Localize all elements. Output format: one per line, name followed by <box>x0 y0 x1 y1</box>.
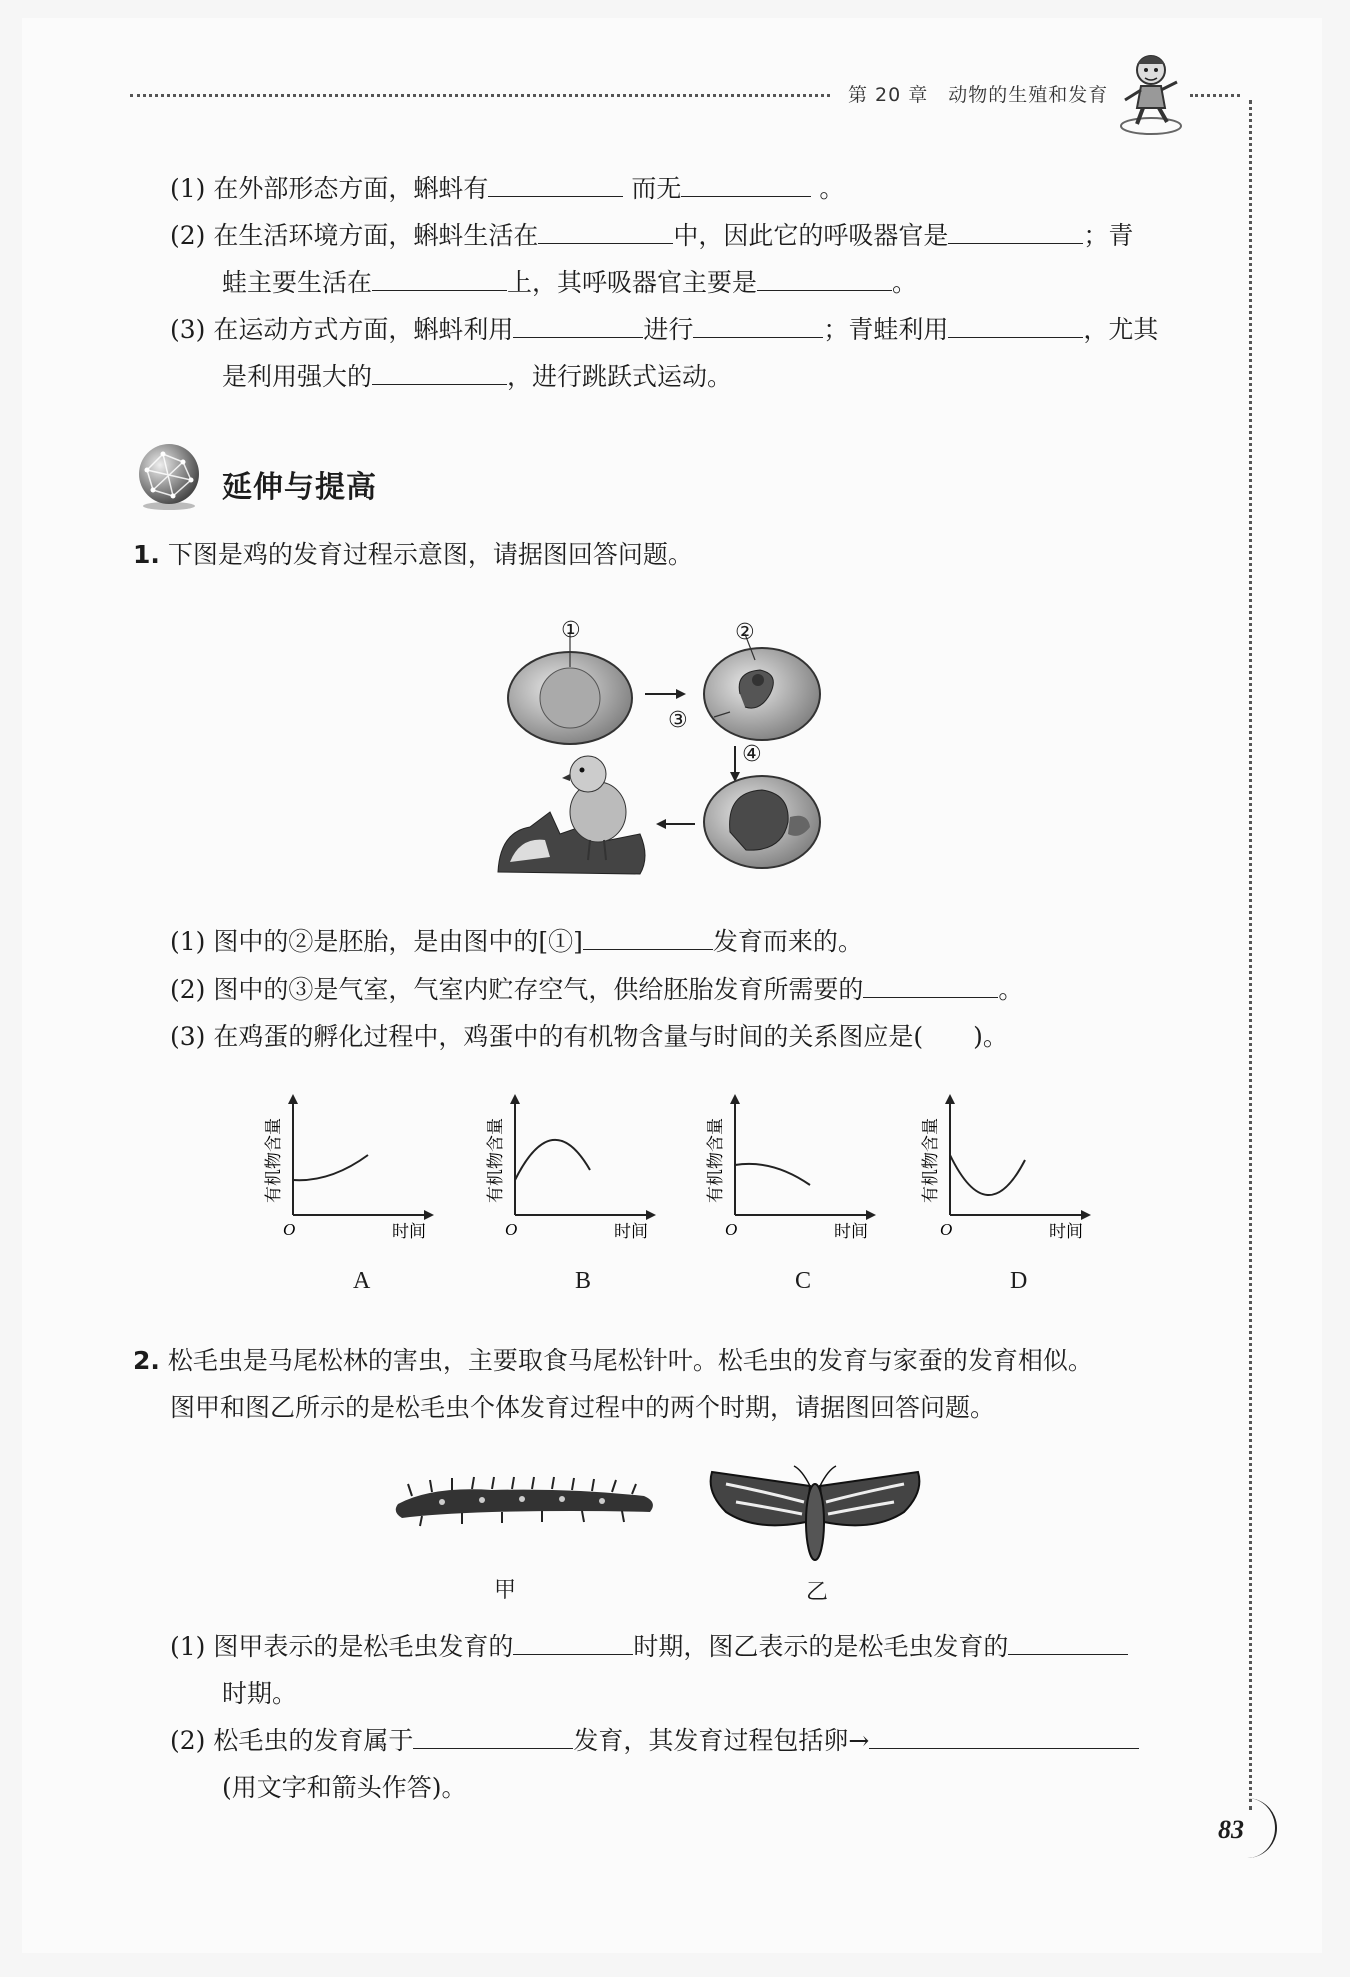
answer-blank[interactable] <box>372 268 507 291</box>
question-line-continued: (用文字和箭头作答)。 <box>222 1773 467 1802</box>
origin-label: O <box>283 1220 296 1239</box>
series-curve <box>515 1140 590 1180</box>
origin-label: O <box>505 1220 518 1239</box>
page-number: 83 <box>1218 1815 1244 1844</box>
question-line: 蛙主要生活在 上，其呼吸器官主要是 。 <box>222 268 918 297</box>
x-axis-label: 时间 <box>834 1222 868 1240</box>
question-line: (1) 在外部形态方面，蝌蚪有 而无 。 <box>170 174 845 203</box>
x-axis-label: 时间 <box>614 1222 648 1240</box>
header-dotted-rule <box>130 94 830 97</box>
answer-blank[interactable] <box>681 174 811 197</box>
question-line: 是利用强大的 ，进行跳跃式运动。 <box>222 362 733 391</box>
option-label[interactable]: A <box>353 1268 371 1294</box>
question-line: (3) 在鸡蛋的孵化过程中，鸡蛋中的有机物含量与时间的关系图应是( )。 <box>170 1022 1008 1051</box>
answer-blank[interactable] <box>863 975 998 998</box>
answer-blank[interactable] <box>513 1632 633 1655</box>
answer-blank[interactable] <box>372 362 507 385</box>
header-dotted-rule-right <box>1190 94 1240 97</box>
question-line: (2) 图中的③是气室，气室内贮存空气，供给胚胎发育所需要的 。 <box>170 975 1024 1004</box>
mascot-boy-icon <box>1115 48 1187 138</box>
answer-blank[interactable] <box>948 221 1083 244</box>
x-axis-arrow <box>646 1210 656 1220</box>
marker-1: ① <box>561 618 581 643</box>
y-axis-arrow <box>510 1094 520 1104</box>
egg-stage-2 <box>704 634 820 740</box>
origin-label: O <box>940 1220 953 1239</box>
question-line: (2) 在生活环境方面，蝌蚪生活在 中，因此它的呼吸器官是 ；青 <box>170 221 1134 250</box>
section-title: 延伸与提高 <box>222 470 377 505</box>
y-axis-label: 有机物含量 <box>921 1118 941 1203</box>
y-axis-arrow <box>945 1094 955 1104</box>
question-line: (3) 在运动方式方面，蝌蚪利用 进行 ；青蛙利用 ，尤其 <box>170 315 1159 344</box>
chicken-development-figure <box>490 612 830 882</box>
label-jia: 甲 <box>494 1578 517 1603</box>
y-axis-label: 有机物含量 <box>486 1118 506 1203</box>
question-line-continued: 时期。 <box>222 1679 298 1708</box>
answer-blank[interactable] <box>869 1726 1139 1749</box>
x-axis-arrow <box>866 1210 876 1220</box>
problem-stem: 1. 下图是鸡的发育过程示意图，请据图回答问题。 <box>133 540 693 569</box>
caterpillar-figure <box>392 1466 662 1536</box>
series-curve <box>293 1155 368 1180</box>
y-axis-arrow <box>288 1094 298 1104</box>
globe-icon <box>133 440 205 512</box>
answer-blank[interactable] <box>583 927 713 950</box>
series-curve <box>950 1155 1025 1195</box>
chart-C <box>700 1090 880 1240</box>
chart-B <box>480 1090 660 1240</box>
hatched-chick <box>498 756 645 874</box>
answer-blank[interactable] <box>1008 1632 1128 1655</box>
answer-blank[interactable] <box>693 315 823 338</box>
answer-blank[interactable] <box>948 315 1083 338</box>
x-axis-arrow <box>1081 1210 1091 1220</box>
answer-blank[interactable] <box>757 268 892 291</box>
x-axis-arrow <box>424 1210 434 1220</box>
y-axis-arrow <box>730 1094 740 1104</box>
egg-stage-1 <box>508 632 632 744</box>
problem-stem-continued: 图甲和图乙所示的是松毛虫个体发育过程中的两个时期，请据图回答问题。 <box>170 1393 996 1422</box>
marker-3: ③ <box>668 708 688 733</box>
chart-A <box>258 1090 438 1240</box>
marker-2: ② <box>735 620 755 645</box>
label-yi: 乙 <box>806 1580 829 1605</box>
question-line: (1) 图中的②是胚胎，是由图中的[①] 发育而来的。 <box>170 927 863 956</box>
origin-label: O <box>725 1220 738 1239</box>
answer-blank[interactable] <box>413 1726 573 1749</box>
x-axis-label: 时间 <box>1049 1222 1083 1240</box>
series-curve <box>735 1164 810 1185</box>
chapter-header: 第 20 章 动物的生殖和发育 <box>848 84 1109 106</box>
egg-stage-3 <box>704 776 820 868</box>
option-label[interactable]: D <box>1010 1268 1028 1294</box>
y-axis-label: 有机物含量 <box>706 1118 726 1203</box>
question-line: (2) 松毛虫的发育属于 发育，其发育过程包括卵→ <box>170 1724 1139 1758</box>
chart-D <box>915 1090 1095 1240</box>
problem-stem: 2. 松毛虫是马尾松林的害虫，主要取食马尾松针叶。松毛虫的发育与家蚕的发育相似。 <box>133 1346 1093 1375</box>
y-axis-label: 有机物含量 <box>264 1118 284 1203</box>
side-dotted-rule <box>1249 100 1252 1810</box>
answer-blank[interactable] <box>488 174 623 197</box>
moth-figure <box>706 1462 924 1566</box>
x-axis-label: 时间 <box>392 1222 426 1240</box>
answer-blank[interactable] <box>538 221 673 244</box>
question-line: (1) 图甲表示的是松毛虫发育的 时期，图乙表示的是松毛虫发育的 <box>170 1630 1128 1664</box>
option-label[interactable]: C <box>795 1268 812 1294</box>
answer-blank[interactable] <box>513 315 643 338</box>
marker-4: ④ <box>742 742 762 767</box>
option-label[interactable]: B <box>575 1268 592 1294</box>
